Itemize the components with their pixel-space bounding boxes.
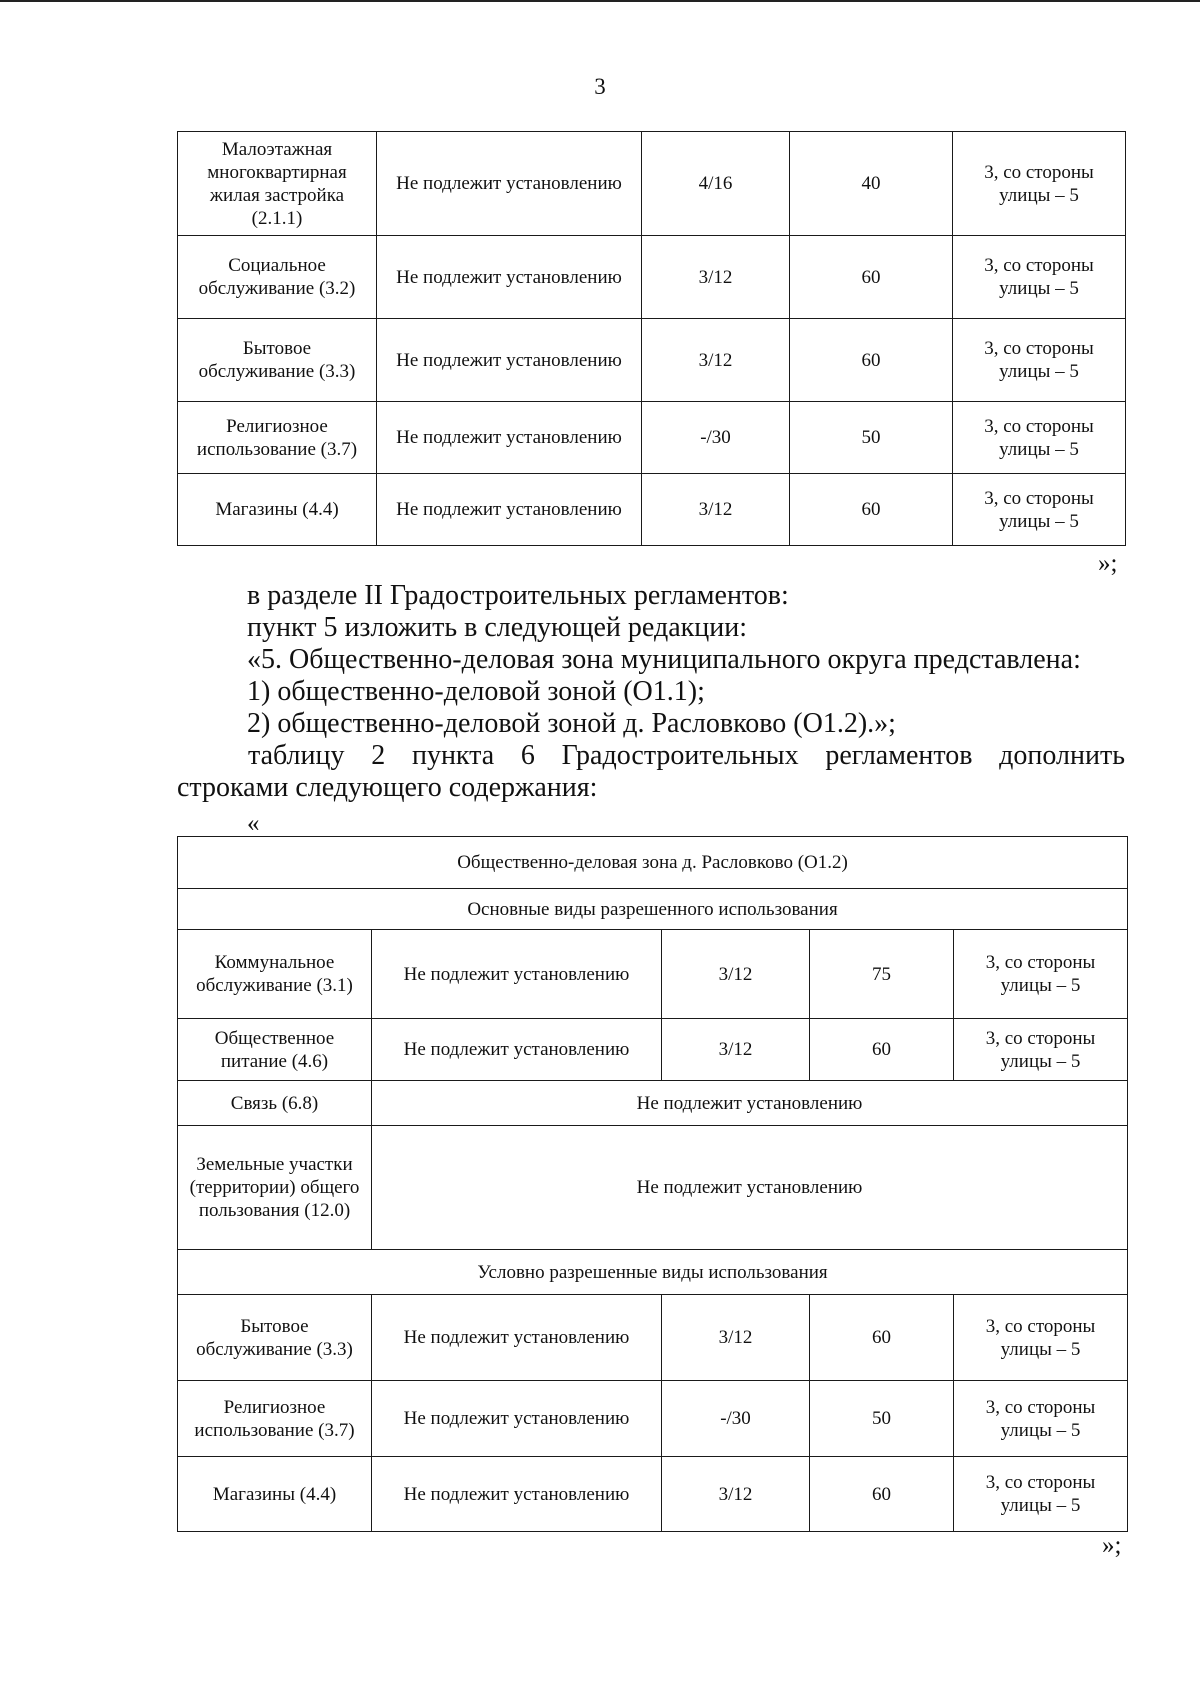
body-paragraph-table-addition [177,740,1125,804]
land-use-table-additions [177,836,1128,1532]
floors-height-cell: 3/12 [642,319,790,402]
use-type-cell: Земельные участки (территории) общего пользования (12.0) [178,1126,372,1250]
zone-title: Общественно-деловая зона д. Расловково (О1.2) [178,837,1128,889]
table-row [178,1295,1128,1381]
plot-area-cell: Не подлежит установлению [372,1457,662,1532]
setback-cell: 3, со стороны улицы – 5 [954,930,1128,1019]
use-type-cell: Бытовое обслуживание (3.3) [178,319,377,402]
setback-cell: 3, со стороны улицы – 5 [954,1019,1128,1081]
table-row [178,1126,1128,1250]
setback-cell: 3, со стороны улицы – 5 [954,1457,1128,1532]
plot-area-cell: Не подлежит установлению [377,132,642,236]
table1-close-quote: »; [1098,550,1118,577]
plot-area-cell: Не подлежит установлению [372,1295,662,1381]
use-type-cell: Магазины (4.4) [178,1457,372,1532]
plot-area-cell: Не подлежит установлению [372,1381,662,1457]
plot-area-cell: Не подлежит установлению [377,236,642,319]
table-row [178,402,1126,474]
page-number: 3 [594,74,606,99]
coverage-cell: 60 [790,474,953,546]
use-type-cell: Религиозное использование (3.7) [178,402,377,474]
merged-value-cell: Не подлежит установлению [372,1081,1128,1126]
floors-height-cell: 3/12 [662,930,810,1019]
coverage-cell: 60 [810,1457,954,1532]
table2-close-quote: »; [1102,1532,1122,1559]
setback-cell: 3, со стороны улицы – 5 [953,132,1126,236]
section-header-row [178,889,1128,930]
use-type-cell: Малоэтажная многоквартирная жилая застройка (2.1.1) [178,132,377,236]
setback-cell: 3, со стороны улицы – 5 [953,319,1126,402]
plot-area-cell: Не подлежит установлению [377,474,642,546]
floors-height-cell: 3/12 [662,1295,810,1381]
table-row [178,132,1126,236]
floors-height-cell: -/30 [642,402,790,474]
scan-top-edge [0,0,1200,2]
table-row [178,236,1126,319]
setback-cell: 3, со стороны улицы – 5 [954,1295,1128,1381]
body-line-7: строками следующего содержания: [177,772,598,803]
use-type-cell: Коммунальное обслуживание (3.1) [178,930,372,1019]
floors-height-cell: 4/16 [642,132,790,236]
body-line-1: в разделе II Градостроительных регламентов: [247,580,789,611]
table-row [178,1019,1128,1081]
body-line-3: «5. Общественно-деловая зона муниципального округа представлена: [247,644,1081,675]
floors-height-cell: 3/12 [662,1019,810,1081]
table-row [178,474,1126,546]
use-type-cell: Религиозное использование (3.7) [178,1381,372,1457]
floors-height-cell: -/30 [662,1381,810,1457]
coverage-cell: 40 [790,132,953,236]
conditional-uses-header: Условно разрешенные виды использования [178,1250,1128,1295]
land-use-table-continued [177,131,1126,546]
zone-title-row [178,837,1128,889]
table-row [178,1081,1128,1126]
coverage-cell: 60 [790,319,953,402]
merged-value-cell: Не подлежит установлению [372,1126,1128,1250]
table-row [178,319,1126,402]
coverage-cell: 50 [810,1381,954,1457]
plot-area-cell: Не подлежит установлению [377,402,642,474]
section-header-row [178,1250,1128,1295]
coverage-cell: 50 [790,402,953,474]
setback-cell: 3, со стороны улицы – 5 [953,236,1126,319]
plot-area-cell: Не подлежит установлению [372,930,662,1019]
coverage-cell: 60 [810,1019,954,1081]
use-type-cell: Бытовое обслуживание (3.3) [178,1295,372,1381]
body-line-2: пункт 5 изложить в следующей редакции: [247,612,747,643]
plot-area-cell: Не подлежит установлению [372,1019,662,1081]
table-row [178,1381,1128,1457]
plot-area-cell: Не подлежит установлению [377,319,642,402]
floors-height-cell: 3/12 [662,1457,810,1532]
table-row [178,1457,1128,1532]
use-type-cell: Магазины (4.4) [178,474,377,546]
table2-open-quote: « [247,810,260,837]
floors-height-cell: 3/12 [642,474,790,546]
coverage-cell: 60 [790,236,953,319]
use-type-cell: Общественное питание (4.6) [178,1019,372,1081]
use-type-cell: Связь (6.8) [178,1081,372,1126]
main-uses-header: Основные виды разрешенного использования [178,889,1128,930]
coverage-cell: 60 [810,1295,954,1381]
body-line-5: 2) общественно-деловой зоной д. Расловково (О1.2).»; [247,708,896,739]
coverage-cell: 75 [810,930,954,1019]
body-line-4: 1) общественно-деловой зоной (О1.1); [247,676,705,707]
setback-cell: 3, со стороны улицы – 5 [953,474,1126,546]
setback-cell: 3, со стороны улицы – 5 [953,402,1126,474]
table-row [178,930,1128,1019]
floors-height-cell: 3/12 [642,236,790,319]
use-type-cell: Социальное обслуживание (3.2) [178,236,377,319]
setback-cell: 3, со стороны улицы – 5 [954,1381,1128,1457]
body-line-6: таблицу 2 пункта 6 Градостроительных регламентов дополнить [248,740,1125,771]
